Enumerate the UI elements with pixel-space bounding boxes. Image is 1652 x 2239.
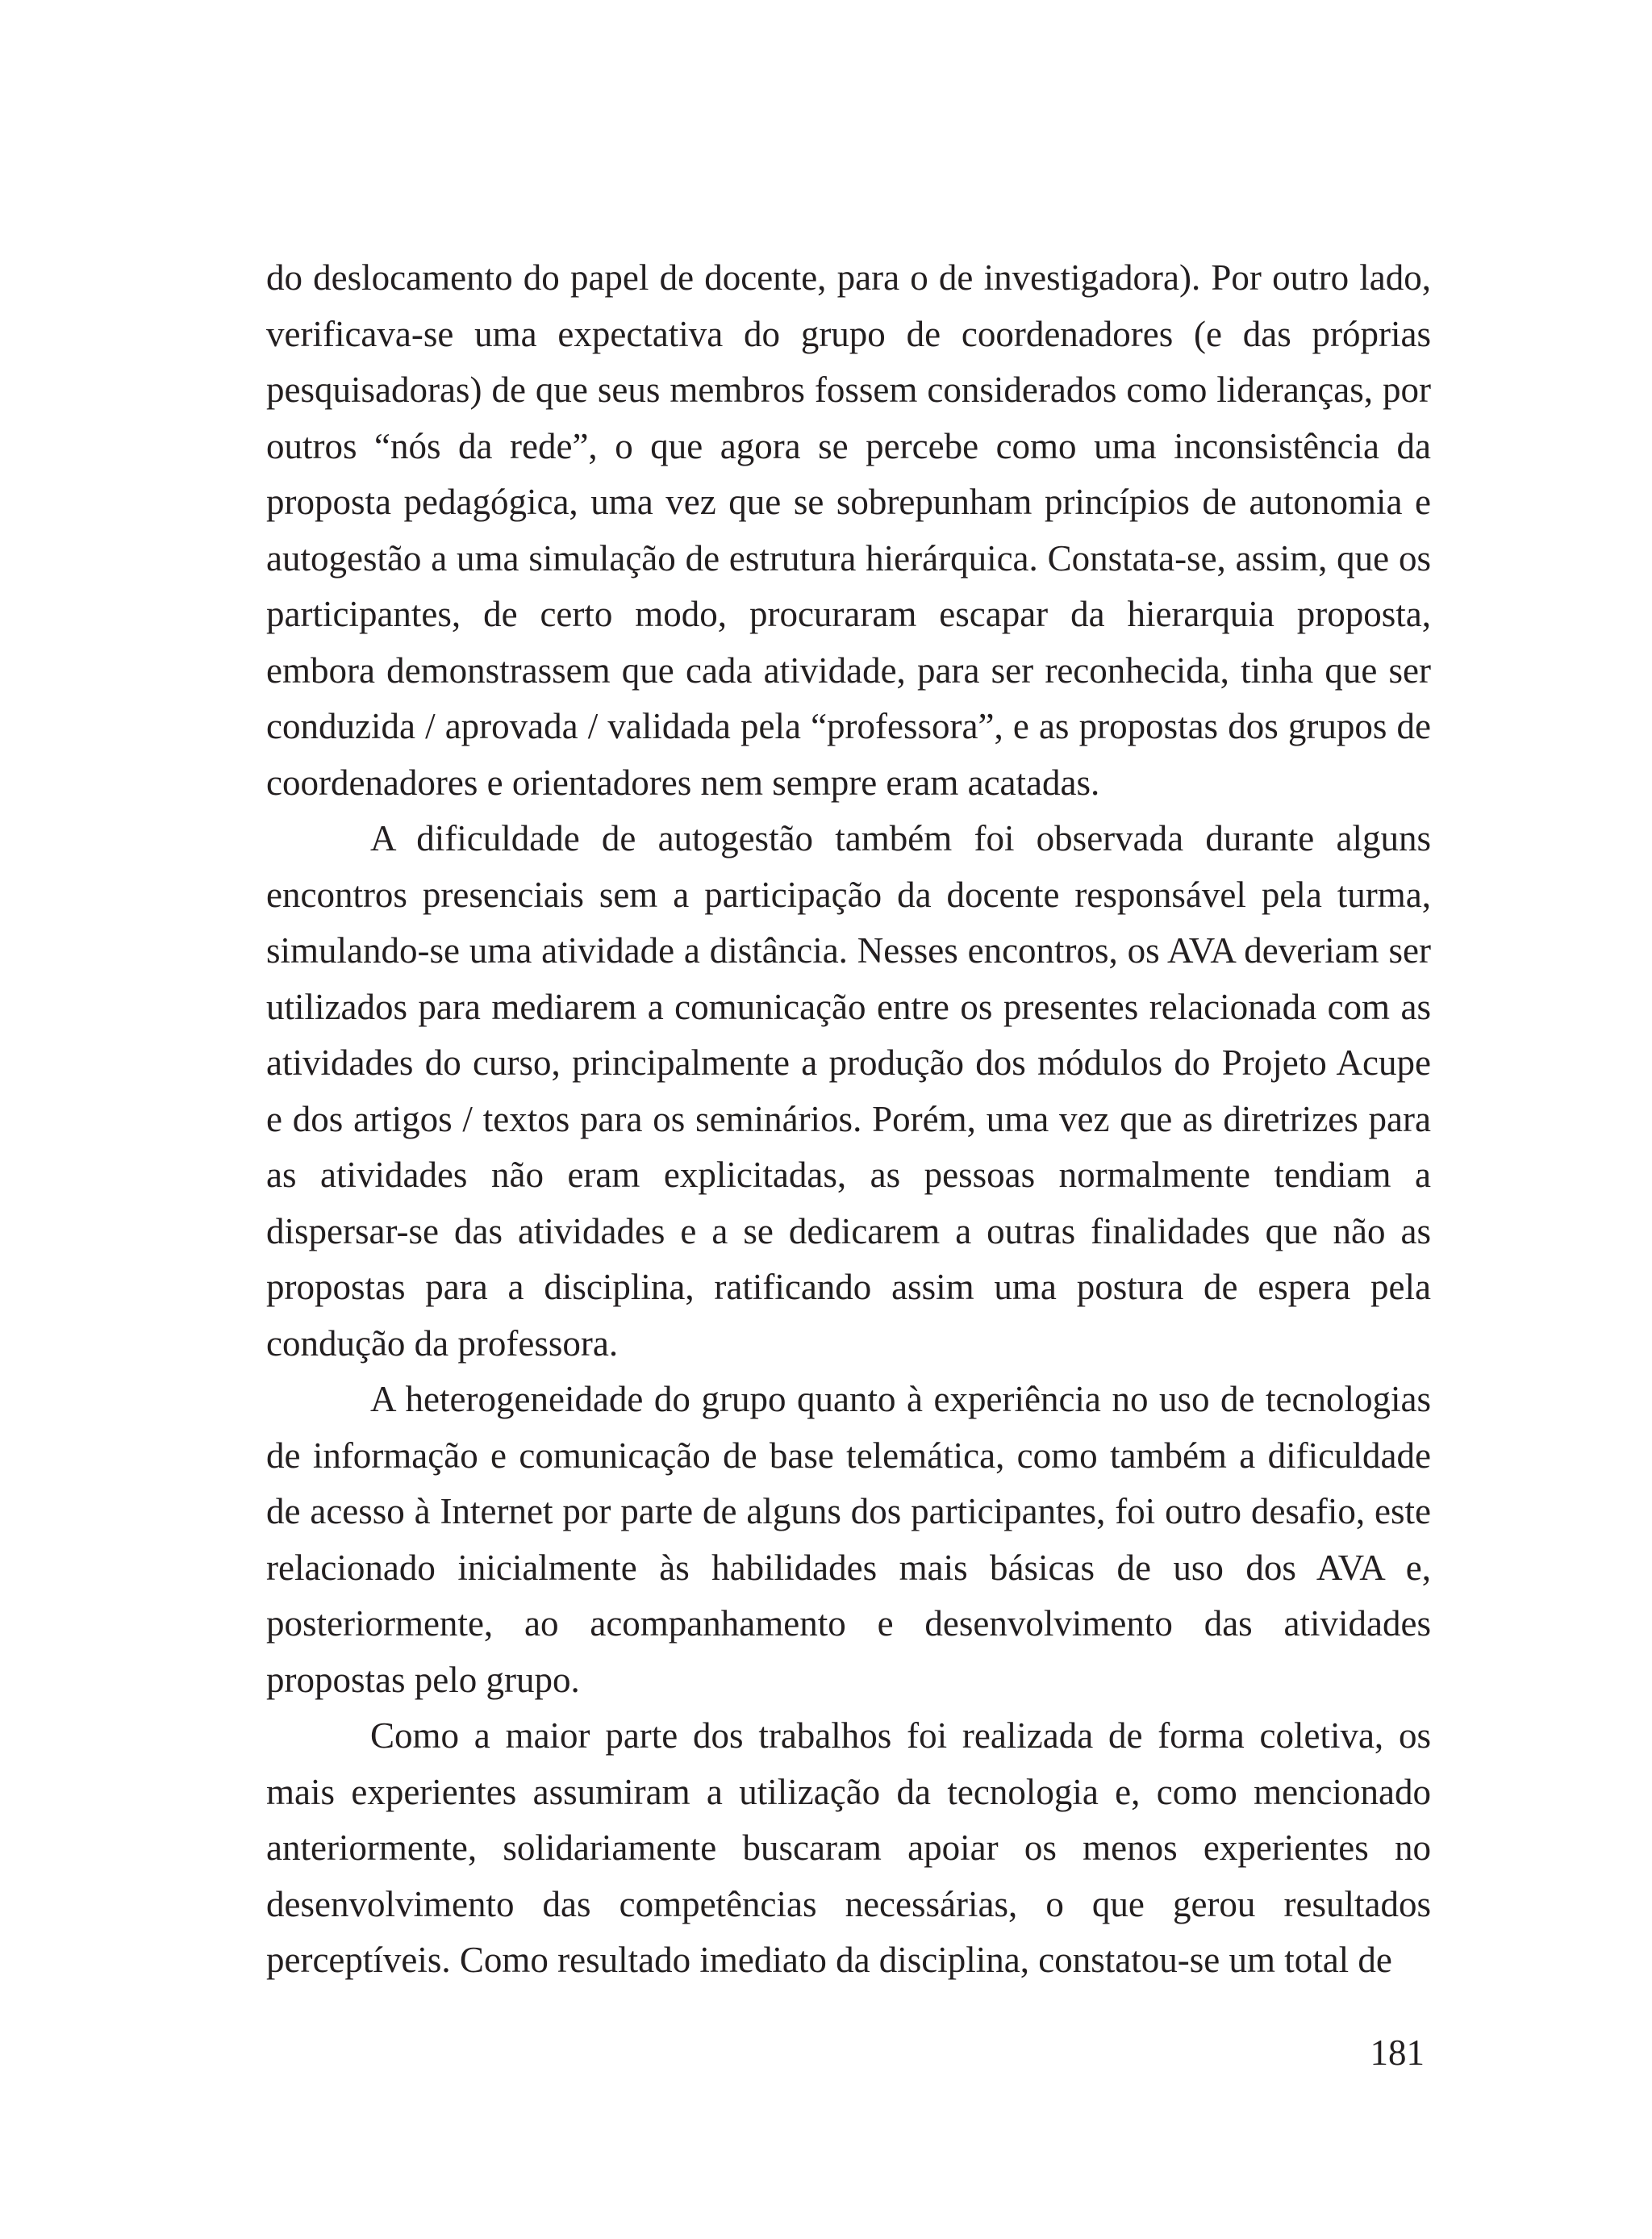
paragraph-4: Como a maior parte dos trabalhos foi realizada de forma coletiva, os mais experientes assumiram a utilização da tecnologia e, como mencionado anteriormente, solidariamente buscaram apoiar os menos experientes no desenvolvimento das competências necessárias, o que gerou resultados perceptíveis. Como resultado imediato da disciplina, constatou-se um total de	[266, 1715, 1431, 1980]
paragraph-3: A heterogeneidade do grupo quanto à experiência no uso de tecnologias de informação e comunicação de base telemática, como também a dificuldade de acesso à Internet por parte de alguns dos participantes, foi outro desafio, este relacionado inicialmente às habilidades mais básicas de uso dos AVA e, posteriormente, ao acompanhamento e desenvolvimento das atividades propostas pelo grupo.	[266, 1379, 1431, 1700]
paragraph-1: do deslocamento do papel de docente, para o de investigadora). Por outro lado, verificava-se uma expectativa do grupo de coordenadores (e das próprias pesquisadoras) de que seus membros fossem considerados como lideranças, por outros “nós da rede”, o que agora se percebe como uma inconsistência da proposta pedagógica, uma vez que se sobrepunham princípios de autonomia e autogestão a uma simulação de estrutura hierárquica. Constata-se, assim, que os participantes, de certo modo, procuraram escapar da hierarquia proposta, embora demonstrassem que cada atividade, para ser reconhecida, tinha que ser conduzida / aprovada / validada pela “professora”, e as propostas dos grupos de coordenadores e orientadores nem sempre eram acatadas.	[266, 257, 1431, 803]
paragraph-2: A dificuldade de autogestão também foi observada durante alguns encontros presenciais sem a participação da docente responsável pela turma, simulando-se uma atividade a distância. Nesses encontros, os AVA deveriam ser utilizados para mediarem a comunicação entre os presentes relacionada com as atividades do curso, principalmente a produção dos módulos do Projeto Acupe e dos artigos / textos para os seminários. Porém, uma vez que as diretrizes para as atividades não eram explicitadas, as pessoas normalmente tendiam a dispersar-se das atividades e a se dedicarem a outras finalidades que não as propostas para a disciplina, ratificando assim uma postura de espera pela condução da professora.	[266, 818, 1431, 1364]
page-number: 181	[1370, 2032, 1425, 2073]
body-text	[266, 250, 1431, 1989]
